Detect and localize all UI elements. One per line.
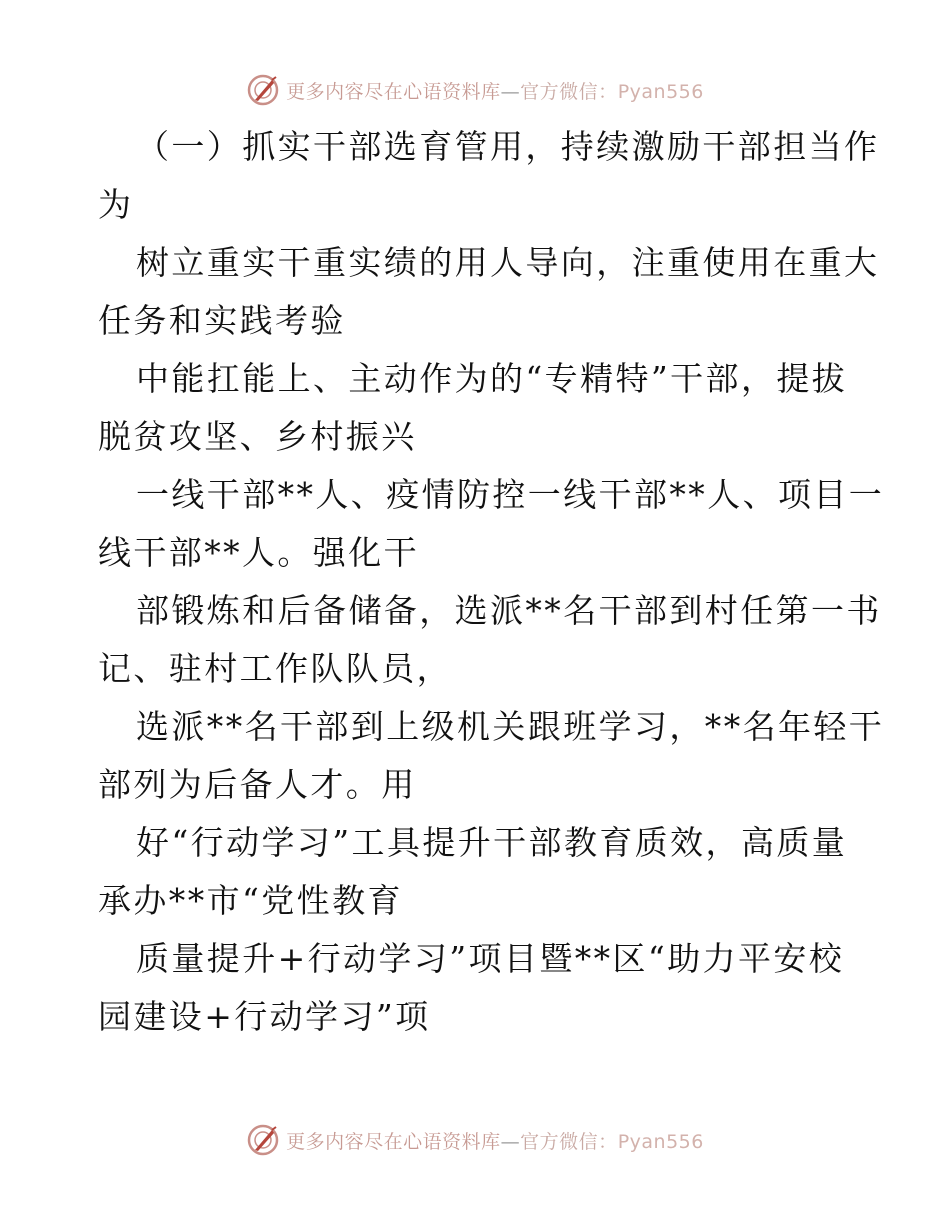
text-line: 线干部**人。强化干 <box>98 533 419 572</box>
document-body <box>98 118 885 1046</box>
quill-logo-icon <box>246 1123 280 1157</box>
watermark-separator: — <box>500 80 521 103</box>
text-line: （一）抓实干部选育管用，持续激励干部担当作 <box>136 127 880 166</box>
text-line: 部锻炼和后备储备，选派**名干部到村任第一书 <box>136 591 882 630</box>
watermark-text <box>286 77 704 104</box>
text-line: 脱贫攻坚、乡村振兴 <box>98 417 417 456</box>
text-line: 任务和实践考验 <box>98 301 346 340</box>
text-line: 部列为后备人才。用 <box>98 765 417 804</box>
text-line: 中能扛能上、主动作为的“专精特”干部，提拔 <box>136 359 848 398</box>
text-line: 承办**市“党性教育 <box>98 881 403 920</box>
text-line: 质量提升+行动学习”项目暨**区“助力平安校 <box>136 939 845 978</box>
text-line: 好“行动学习”工具提升干部教育质效，高质量 <box>136 823 848 862</box>
text-line: 为 <box>98 185 134 224</box>
text-line: 选派**名干部到上级机关跟班学习，**名年轻干 <box>136 707 885 746</box>
watermark-id: Pyan556 <box>617 1130 704 1153</box>
watermark-text <box>286 1127 704 1154</box>
text-line: 记、驻村工作队队员， <box>98 649 452 688</box>
watermark-label: 官方微信： <box>520 1130 618 1153</box>
watermark-brand: 更多内容尽在心语资料库 <box>286 1130 501 1153</box>
watermark-brand: 更多内容尽在心语资料库 <box>286 80 501 103</box>
watermark-label: 官方微信： <box>520 80 618 103</box>
watermark-id: Pyan556 <box>617 80 704 103</box>
text-line: 树立重实干重实绩的用人导向，注重使用在重大 <box>136 243 880 282</box>
watermark-separator: — <box>500 1130 521 1153</box>
text-line: 一线干部**人、疫情防控一线干部**人、项目一 <box>136 475 885 514</box>
quill-logo-icon <box>246 73 280 107</box>
watermark-header <box>0 70 950 110</box>
watermark-footer <box>0 1120 950 1160</box>
text-line: 园建设+行动学习”项 <box>98 997 431 1036</box>
